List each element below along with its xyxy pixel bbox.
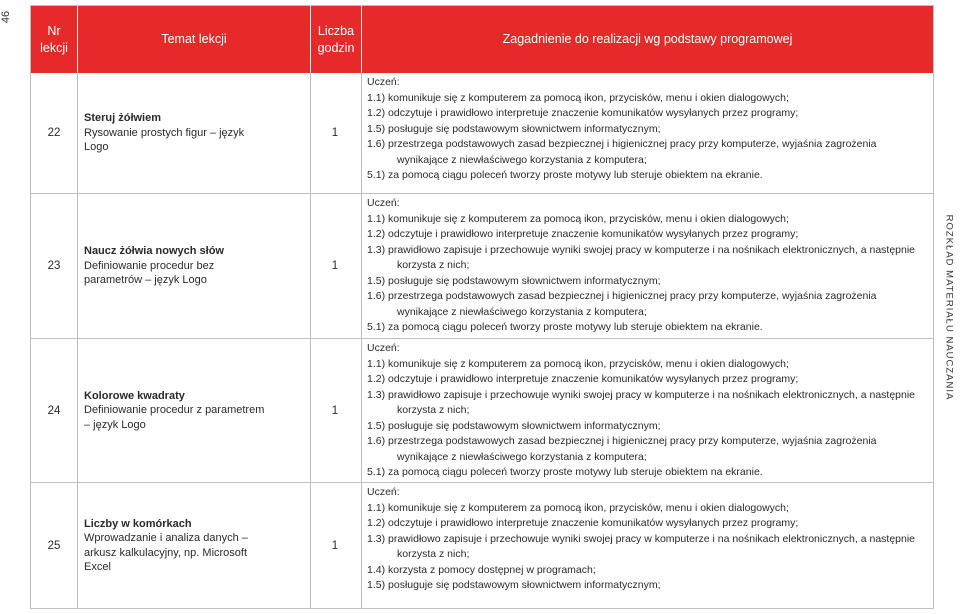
requirement-item: 1.3) prawidłowo zapisuje i przechowuje wyniki swojej pracy w komputerze i na nośnikach elektronicznych, a następnie korzysta z nich; (367, 388, 916, 416)
lesson-hours: 1 (331, 127, 339, 139)
requirement-item: 1.6) przestrzega podstawowych zasad bezpiecznej i higienicznej pracy przy komputerze, wyjaśnia zagrożenia wynikające z niewłaściwego korzystania z komputera; (367, 290, 877, 318)
lesson-requirements (367, 196, 927, 336)
lesson-title: Kolorowe kwadraty (84, 389, 185, 402)
lesson-hours: 1 (331, 404, 339, 417)
requirement-item: 1.5) posługuje się podstawowym słownictwem informatycznym; (367, 274, 661, 287)
lesson-number: 23 (47, 260, 61, 272)
requirement-item: 1.2) odczytuje i prawidłowo interpretuje znaczenie komunikatów wysyłanych przez programy; (367, 228, 799, 240)
lesson-description: Rysowanie prostych figur – język Logo (84, 126, 245, 154)
header-nr (31, 6, 77, 73)
requirement-item: 1.4) korzysta z pomocy dostępnej w programach; (367, 563, 596, 576)
requirement-item: 1.6) przestrzega podstawowych zasad bezpiecznej i higienicznej pracy przy komputerze, wyjaśnia zagrożenia wynikające z niewłaściwego korzystania z komputera; (367, 138, 877, 166)
requirement-item: 1.1) komunikuje się z komputerem za pomocą ikon, przycisków, menu i okien dialogowych; (367, 212, 789, 225)
table-row (31, 193, 933, 338)
requirement-item: 1.1) komunikuje się z komputerem za pomocą ikon, przycisków, menu i okien dialogowych; (367, 357, 789, 370)
requirement-item: 1.5) posługuje się podstawowym słownictwem informatycznym; (367, 419, 661, 432)
lesson-topic (84, 73, 269, 193)
requirements-intro: Uczeń: (367, 486, 400, 498)
lesson-description: Definiowanie procedur z parametrem – język Logo (84, 404, 265, 431)
requirement-item: 1.5) posługuje się podstawowym słownictwem informatycznym; (367, 122, 661, 135)
requirements-intro: Uczeń: (367, 197, 400, 209)
lesson-requirements (367, 75, 927, 184)
side-section-label (938, 0, 960, 614)
lesson-number: 22 (47, 127, 61, 139)
requirement-item: 5.1) za pomocą ciągu poleceń tworzy proste motywy lub steruje obiektem na ekranie. (367, 321, 763, 333)
requirement-item: 1.5) posługuje się podstawowym słownictwem informatycznym; (367, 579, 661, 591)
lesson-hours: 1 (331, 260, 339, 272)
header-topic: Temat lekcji (161, 32, 227, 46)
side-section-label-text: ROZKŁAD MATERIAŁU NAUCZANIA (943, 214, 955, 400)
lesson-number: 25 (47, 539, 61, 552)
header-nr-line1: Nr (47, 23, 61, 38)
table-row (31, 338, 933, 482)
lesson-topic (84, 194, 269, 338)
lesson-title: Liczby w komórkach (84, 517, 192, 530)
table-header (31, 6, 933, 73)
requirement-item: 1.1) komunikuje się z komputerem za pomocą ikon, przycisków, menu i okien dialogowych; (367, 501, 789, 514)
page-number: 46 (0, 10, 12, 24)
requirement-item: 5.1) za pomocą ciągu poleceń tworzy proste motywy lub steruje obiektem na ekranie. (367, 169, 763, 181)
lesson-description: Definiowanie procedur bez parametrów – język Logo (84, 259, 215, 287)
header-hours-line1: Liczba (317, 23, 355, 38)
requirement-item: 1.1) komunikuje się z komputerem za pomocą ikon, przycisków, menu i okien dialogowych; (367, 91, 789, 104)
curriculum-table (30, 5, 934, 609)
header-hours-line2: godzin (317, 40, 355, 55)
requirement-item: 1.6) przestrzega podstawowych zasad bezpiecznej i higienicznej pracy przy komputerze, wyjaśnia zagrożenia wynikające z niewłaściwego korzystania z komputera; (367, 435, 877, 463)
requirement-item: 1.2) odczytuje i prawidłowo interpretuje znaczenie komunikatów wysyłanych przez programy; (367, 373, 799, 385)
requirement-item: 1.2) odczytuje i prawidłowo interpretuje znaczenie komunikatów wysyłanych przez programy; (367, 517, 799, 529)
requirements-intro: Uczeń: (367, 76, 400, 88)
lesson-topic (84, 339, 269, 482)
requirements-intro: Uczeń: (367, 342, 400, 354)
lesson-title: Naucz żółwia nowych słów (84, 245, 224, 258)
header-hours (311, 6, 361, 73)
lesson-title: Steruj żółwiem (84, 112, 162, 125)
header-requirements: Zagadnienie do realizacji wg podstawy programowej (502, 32, 793, 46)
lesson-number: 24 (47, 404, 61, 417)
lesson-topic (84, 483, 269, 608)
table-row (31, 73, 933, 193)
lesson-description: Wprowadzanie i analiza danych – arkusz kalkulacyjny, np. Microsoft Excel (84, 532, 248, 573)
lesson-requirements (367, 341, 927, 481)
lesson-hours: 1 (331, 539, 339, 552)
requirement-item: 1.3) prawidłowo zapisuje i przechowuje wyniki swojej pracy w komputerze i na nośnikach elektronicznych, a następnie korzysta z nich; (367, 243, 916, 271)
requirement-item: 5.1) za pomocą ciągu poleceń tworzy proste motywy lub steruje obiektem na ekranie. (367, 466, 763, 478)
table-row (31, 482, 933, 608)
requirement-item: 1.2) odczytuje i prawidłowo interpretuje znaczenie komunikatów wysyłanych przez programy; (367, 107, 799, 119)
lesson-requirements (367, 485, 927, 594)
requirement-item: 1.3) prawidłowo zapisuje i przechowuje wyniki swojej pracy w komputerze i na nośnikach elektronicznych, a następnie korzysta z nich; (367, 532, 916, 560)
header-nr-line2: lekcji (40, 40, 68, 55)
